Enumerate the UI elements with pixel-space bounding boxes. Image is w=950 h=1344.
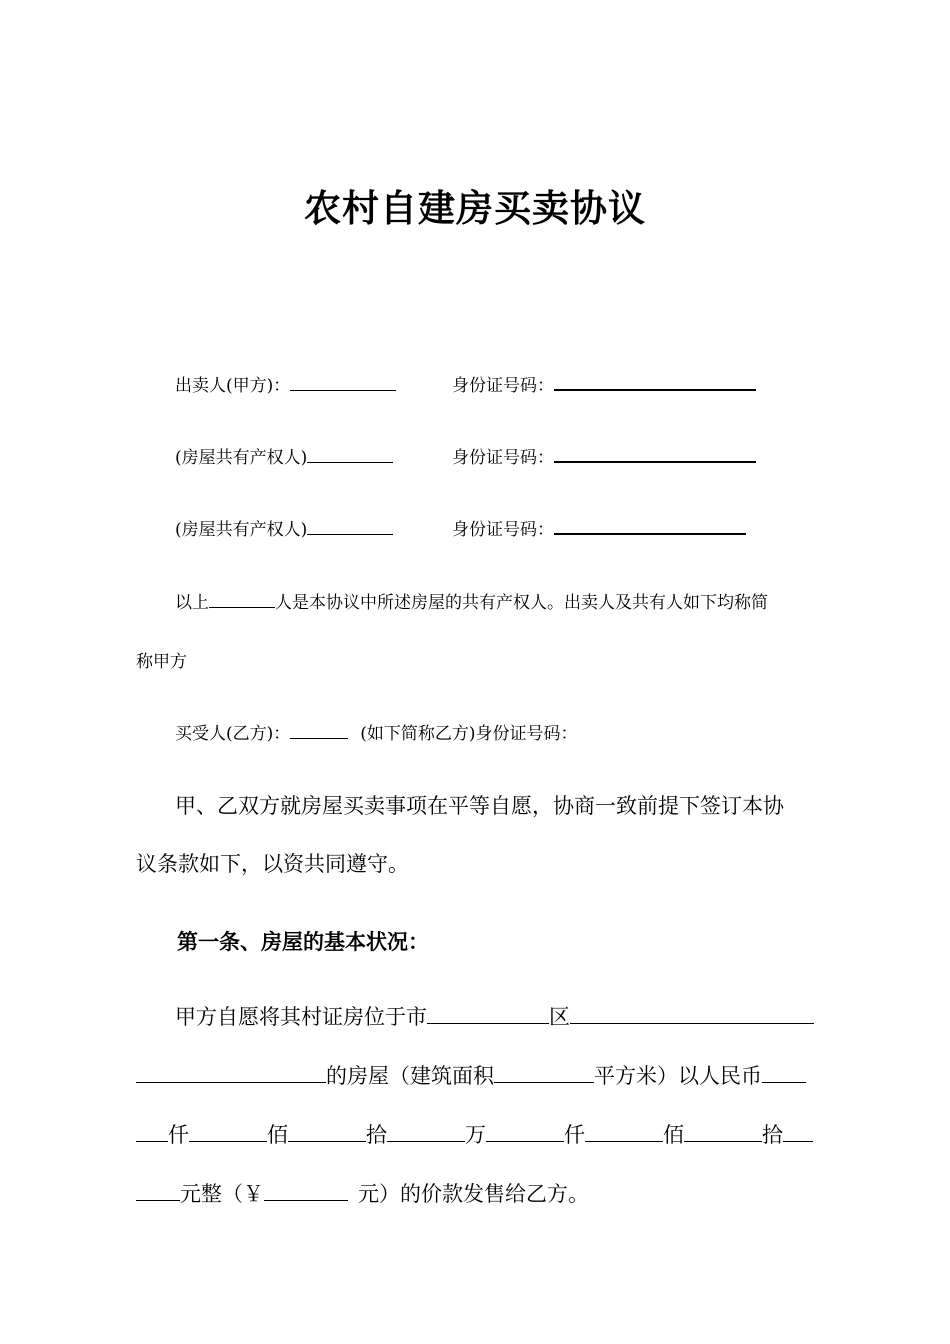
co-owner-count-blank <box>209 606 275 608</box>
amount-blank-7 <box>684 1140 762 1142</box>
district-label: 区 <box>549 1005 570 1029</box>
address-blank <box>136 1081 326 1083</box>
co-owner-statement-line2: 称甲方 <box>136 652 187 672</box>
seller-row <box>175 371 396 396</box>
co-owner-label-2: (房屋共有产权人) <box>175 520 308 540</box>
seller-name-blank <box>290 389 396 391</box>
unit-wan: 万 <box>465 1123 486 1147</box>
co-owner-id-blank-2 <box>554 532 746 535</box>
unit-qian-1: 仟 <box>168 1123 189 1147</box>
amount-blank-6 <box>585 1140 663 1142</box>
article1-line1 <box>175 1001 814 1031</box>
yuan-label: 元整（￥ <box>180 1182 264 1206</box>
buyer-id-label: (如下简称乙方)身份证号码： <box>360 724 578 744</box>
amount-blank-1 <box>136 1140 168 1142</box>
price-blank-start <box>762 1081 806 1083</box>
preamble-line2: 议条款如下，以资共同遵守。 <box>136 852 409 876</box>
seller-id-blank <box>554 388 756 391</box>
buyer-row <box>175 719 578 744</box>
amount-blank-9 <box>136 1199 180 1201</box>
co-owner-row-2 <box>175 515 393 540</box>
district-blank <box>570 1022 814 1024</box>
amount-blank-3 <box>288 1140 366 1142</box>
co-owner-name-blank-1 <box>307 461 393 463</box>
location-prefix: 甲方自愿将其村证房位于市 <box>175 1005 427 1029</box>
amount-blank-8 <box>783 1140 813 1142</box>
preamble-line1: 甲、乙双方就房屋买卖事项在平等自愿，协商一致前提下签订本协 <box>175 794 784 818</box>
unit-bai-1: 佰 <box>267 1123 288 1147</box>
co-owner-name-blank-2 <box>307 533 393 535</box>
area-blank <box>494 1081 594 1083</box>
seller-label: 出卖人(甲方)： <box>175 376 291 396</box>
article1-line2 <box>136 1060 806 1090</box>
yuan-amount-blank <box>264 1199 348 1201</box>
amount-blank-4 <box>387 1140 465 1142</box>
co-owner-statement-line1 <box>175 588 768 613</box>
unit-shi-2: 拾 <box>762 1123 783 1147</box>
co-owner-id-row-2 <box>452 515 746 540</box>
unit-qian-2: 仟 <box>564 1123 585 1147</box>
co-owner-statement-prefix: 以上 <box>175 593 209 613</box>
price-suffix: 元）的价款发售给乙方。 <box>358 1182 589 1206</box>
seller-id-label: 身份证号码： <box>452 376 554 396</box>
co-owner-statement-text: 人是本协议中所述房屋的共有产权人。出卖人及共有人如下均称简 <box>275 593 768 613</box>
co-owner-row-1 <box>175 443 393 468</box>
document-title: 农村自建房买卖协议 <box>304 186 646 230</box>
amount-blank-2 <box>189 1140 267 1142</box>
co-owner-id-label-1: 身份证号码： <box>452 448 554 468</box>
article1-heading: 第一条、房屋的基本状况： <box>177 929 429 954</box>
city-blank <box>427 1022 549 1024</box>
co-owner-label-1: (房屋共有产权人) <box>175 448 308 468</box>
price-label: 平方米）以人民币 <box>594 1064 762 1088</box>
area-label: 的房屋（建筑面积 <box>326 1064 494 1088</box>
unit-bai-2: 佰 <box>663 1123 684 1147</box>
co-owner-id-blank-1 <box>554 460 756 463</box>
amount-blank-5 <box>486 1140 564 1142</box>
unit-shi-1: 拾 <box>366 1123 387 1147</box>
seller-id-row <box>452 371 756 396</box>
buyer-label: 买受人(乙方)： <box>175 724 291 744</box>
co-owner-id-row-1 <box>452 443 756 468</box>
article1-line3 <box>136 1119 813 1149</box>
buyer-name-blank <box>290 737 348 739</box>
co-owner-id-label-2: 身份证号码： <box>452 520 554 540</box>
article1-line4 <box>136 1178 589 1208</box>
